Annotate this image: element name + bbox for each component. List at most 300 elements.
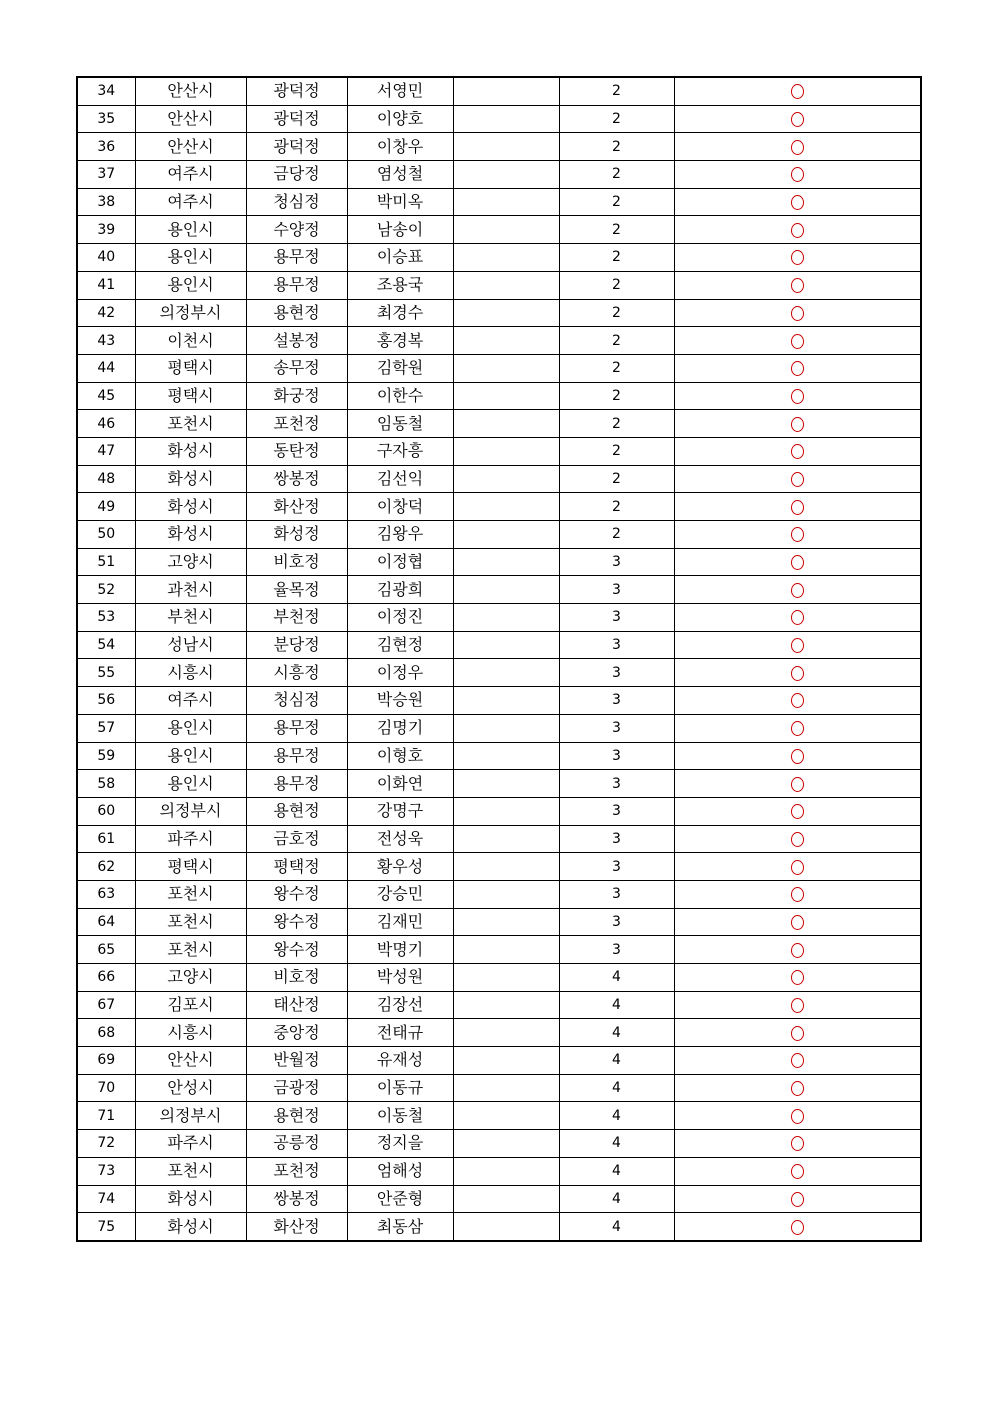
team-cell: 광덕정 [246, 77, 347, 105]
team-cell: 포천정 [246, 1157, 347, 1185]
circle-mark-icon [791, 1164, 804, 1179]
name-cell: 김재민 [347, 908, 453, 936]
name-cell: 구자흥 [347, 437, 453, 465]
circle-mark-icon [791, 1053, 804, 1068]
table-row [77, 853, 921, 881]
blank-cell [453, 825, 559, 853]
grade-cell: 4 [559, 1213, 674, 1241]
circle-mark-icon [791, 223, 804, 238]
no-cell: 70 [77, 1074, 135, 1102]
check-cell [674, 216, 921, 244]
team-cell: 용무정 [246, 714, 347, 742]
team-cell: 부천정 [246, 604, 347, 632]
circle-mark-icon [791, 610, 804, 625]
team-cell: 평택정 [246, 853, 347, 881]
check-cell [674, 1185, 921, 1213]
circle-mark-icon [791, 915, 804, 930]
city-cell: 안산시 [135, 105, 246, 133]
table-row [77, 576, 921, 604]
city-cell: 여주시 [135, 161, 246, 189]
circle-mark-icon [791, 998, 804, 1013]
blank-cell [453, 1047, 559, 1075]
blank-cell [453, 1019, 559, 1047]
no-cell: 58 [77, 770, 135, 798]
circle-mark-icon [791, 444, 804, 459]
city-cell: 화성시 [135, 521, 246, 549]
city-cell: 파주시 [135, 825, 246, 853]
grade-cell: 3 [559, 797, 674, 825]
blank-cell [453, 327, 559, 355]
team-cell: 태산정 [246, 991, 347, 1019]
check-cell [674, 410, 921, 438]
no-cell: 66 [77, 964, 135, 992]
check-cell [674, 687, 921, 715]
blank-cell [453, 1074, 559, 1102]
team-cell: 화궁정 [246, 382, 347, 410]
table-row [77, 631, 921, 659]
city-cell: 안산시 [135, 77, 246, 105]
city-cell: 성남시 [135, 631, 246, 659]
no-cell: 60 [77, 797, 135, 825]
circle-mark-icon [791, 389, 804, 404]
team-cell: 시흥정 [246, 659, 347, 687]
no-cell: 63 [77, 880, 135, 908]
grade-cell: 4 [559, 1102, 674, 1130]
no-cell: 62 [77, 853, 135, 881]
city-cell: 포천시 [135, 410, 246, 438]
blank-cell [453, 687, 559, 715]
no-cell: 53 [77, 604, 135, 632]
name-cell: 박명기 [347, 936, 453, 964]
check-cell [674, 493, 921, 521]
blank-cell [453, 1102, 559, 1130]
name-cell: 황우성 [347, 853, 453, 881]
circle-mark-icon [791, 167, 804, 182]
blank-cell [453, 133, 559, 161]
blank-cell [453, 853, 559, 881]
blank-cell [453, 1130, 559, 1158]
check-cell [674, 77, 921, 105]
circle-mark-icon [791, 195, 804, 210]
grade-cell: 3 [559, 908, 674, 936]
name-cell: 엄해성 [347, 1157, 453, 1185]
no-cell: 44 [77, 354, 135, 382]
table-row [77, 354, 921, 382]
table-row [77, 770, 921, 798]
no-cell: 52 [77, 576, 135, 604]
team-cell: 화산정 [246, 1213, 347, 1241]
no-cell: 50 [77, 521, 135, 549]
blank-cell [453, 1213, 559, 1241]
table-row [77, 687, 921, 715]
table-row [77, 244, 921, 272]
city-cell: 포천시 [135, 880, 246, 908]
team-cell: 설봉정 [246, 327, 347, 355]
blank-cell [453, 354, 559, 382]
name-cell: 김왕우 [347, 521, 453, 549]
table-row [77, 271, 921, 299]
table-row [77, 548, 921, 576]
name-cell: 김광희 [347, 576, 453, 604]
table-row [77, 161, 921, 189]
check-cell [674, 853, 921, 881]
circle-mark-icon [791, 361, 804, 376]
grade-cell: 2 [559, 521, 674, 549]
team-cell: 중앙정 [246, 1019, 347, 1047]
name-cell: 김명기 [347, 714, 453, 742]
city-cell: 안산시 [135, 133, 246, 161]
blank-cell [453, 880, 559, 908]
check-cell [674, 105, 921, 133]
check-cell [674, 1213, 921, 1241]
no-cell: 74 [77, 1185, 135, 1213]
city-cell: 용인시 [135, 244, 246, 272]
table-row [77, 465, 921, 493]
name-cell: 이승표 [347, 244, 453, 272]
blank-cell [453, 521, 559, 549]
circle-mark-icon [791, 832, 804, 847]
name-cell: 이창덕 [347, 493, 453, 521]
table-row [77, 1019, 921, 1047]
no-cell: 40 [77, 244, 135, 272]
table-row [77, 1213, 921, 1241]
blank-cell [453, 548, 559, 576]
city-cell: 포천시 [135, 1157, 246, 1185]
circle-mark-icon [791, 250, 804, 265]
grade-cell: 4 [559, 1019, 674, 1047]
table-row [77, 105, 921, 133]
blank-cell [453, 493, 559, 521]
name-cell: 김현정 [347, 631, 453, 659]
grade-cell: 2 [559, 105, 674, 133]
name-cell: 김장선 [347, 991, 453, 1019]
name-cell: 박미옥 [347, 188, 453, 216]
grade-cell: 2 [559, 437, 674, 465]
table-row [77, 964, 921, 992]
no-cell: 42 [77, 299, 135, 327]
name-cell: 서영민 [347, 77, 453, 105]
grade-cell: 4 [559, 1185, 674, 1213]
circle-mark-icon [791, 1192, 804, 1207]
grade-cell: 2 [559, 382, 674, 410]
grade-cell: 2 [559, 188, 674, 216]
team-cell: 공릉정 [246, 1130, 347, 1158]
grade-cell: 2 [559, 410, 674, 438]
circle-mark-icon [791, 472, 804, 487]
no-cell: 72 [77, 1130, 135, 1158]
grade-cell: 3 [559, 853, 674, 881]
name-cell: 이동규 [347, 1074, 453, 1102]
city-cell: 시흥시 [135, 1019, 246, 1047]
city-cell: 안성시 [135, 1074, 246, 1102]
table-row [77, 493, 921, 521]
check-cell [674, 631, 921, 659]
city-cell: 화성시 [135, 465, 246, 493]
grade-cell: 4 [559, 1130, 674, 1158]
table-row [77, 1074, 921, 1102]
circle-mark-icon [791, 860, 804, 875]
no-cell: 54 [77, 631, 135, 659]
no-cell: 65 [77, 936, 135, 964]
team-cell: 왕수정 [246, 908, 347, 936]
check-cell [674, 327, 921, 355]
circle-mark-icon [791, 140, 804, 155]
team-cell: 수양정 [246, 216, 347, 244]
city-cell: 의정부시 [135, 797, 246, 825]
check-cell [674, 936, 921, 964]
team-cell: 용현정 [246, 1102, 347, 1130]
grade-cell: 3 [559, 742, 674, 770]
grade-cell: 4 [559, 964, 674, 992]
check-cell [674, 133, 921, 161]
team-cell: 용현정 [246, 299, 347, 327]
no-cell: 59 [77, 742, 135, 770]
grade-cell: 3 [559, 604, 674, 632]
team-cell: 동탄정 [246, 437, 347, 465]
name-cell: 이양호 [347, 105, 453, 133]
blank-cell [453, 991, 559, 1019]
circle-mark-icon [791, 417, 804, 432]
team-cell: 광덕정 [246, 105, 347, 133]
name-cell: 강명구 [347, 797, 453, 825]
city-cell: 화성시 [135, 493, 246, 521]
grade-cell: 2 [559, 465, 674, 493]
city-cell: 용인시 [135, 742, 246, 770]
check-cell [674, 1074, 921, 1102]
table-row [77, 908, 921, 936]
circle-mark-icon [791, 638, 804, 653]
no-cell: 41 [77, 271, 135, 299]
check-cell [674, 991, 921, 1019]
no-cell: 35 [77, 105, 135, 133]
blank-cell [453, 188, 559, 216]
check-cell [674, 548, 921, 576]
check-cell [674, 244, 921, 272]
circle-mark-icon [791, 970, 804, 985]
team-cell: 쌍봉정 [246, 1185, 347, 1213]
grade-cell: 3 [559, 687, 674, 715]
no-cell: 45 [77, 382, 135, 410]
blank-cell [453, 271, 559, 299]
team-cell: 반월정 [246, 1047, 347, 1075]
grade-cell: 3 [559, 714, 674, 742]
check-cell [674, 576, 921, 604]
city-cell: 여주시 [135, 188, 246, 216]
table-row [77, 1157, 921, 1185]
team-cell: 용현정 [246, 797, 347, 825]
city-cell: 용인시 [135, 216, 246, 244]
no-cell: 39 [77, 216, 135, 244]
no-cell: 57 [77, 714, 135, 742]
grade-cell: 2 [559, 161, 674, 189]
name-cell: 이화연 [347, 770, 453, 798]
name-cell: 임동철 [347, 410, 453, 438]
check-cell [674, 659, 921, 687]
check-cell [674, 521, 921, 549]
name-cell: 유재성 [347, 1047, 453, 1075]
no-cell: 51 [77, 548, 135, 576]
check-cell [674, 1047, 921, 1075]
blank-cell [453, 714, 559, 742]
name-cell: 염성철 [347, 161, 453, 189]
blank-cell [453, 770, 559, 798]
name-cell: 홍경복 [347, 327, 453, 355]
check-cell [674, 354, 921, 382]
grade-cell: 2 [559, 244, 674, 272]
name-cell: 박승원 [347, 687, 453, 715]
team-cell: 율목정 [246, 576, 347, 604]
table-row [77, 714, 921, 742]
table-row [77, 991, 921, 1019]
blank-cell [453, 631, 559, 659]
blank-cell [453, 1185, 559, 1213]
grade-cell: 3 [559, 770, 674, 798]
check-cell [674, 1157, 921, 1185]
team-cell: 광덕정 [246, 133, 347, 161]
grade-cell: 4 [559, 1074, 674, 1102]
city-cell: 파주시 [135, 1130, 246, 1158]
city-cell: 용인시 [135, 770, 246, 798]
check-cell [674, 825, 921, 853]
check-cell [674, 161, 921, 189]
grade-cell: 2 [559, 493, 674, 521]
name-cell: 안준형 [347, 1185, 453, 1213]
circle-mark-icon [791, 1081, 804, 1096]
grade-cell: 2 [559, 299, 674, 327]
grade-cell: 2 [559, 327, 674, 355]
name-cell: 김학원 [347, 354, 453, 382]
no-cell: 69 [77, 1047, 135, 1075]
city-cell: 의정부시 [135, 1102, 246, 1130]
circle-mark-icon [791, 583, 804, 598]
check-cell [674, 188, 921, 216]
table-row [77, 327, 921, 355]
name-cell: 강승민 [347, 880, 453, 908]
grade-cell: 4 [559, 1047, 674, 1075]
check-cell [674, 908, 921, 936]
blank-cell [453, 604, 559, 632]
table-row [77, 216, 921, 244]
city-cell: 고양시 [135, 548, 246, 576]
circle-mark-icon [791, 721, 804, 736]
circle-mark-icon [791, 1026, 804, 1041]
table-row [77, 1047, 921, 1075]
table-row [77, 936, 921, 964]
team-cell: 금광정 [246, 1074, 347, 1102]
city-cell: 여주시 [135, 687, 246, 715]
blank-cell [453, 964, 559, 992]
no-cell: 75 [77, 1213, 135, 1241]
name-cell: 최경수 [347, 299, 453, 327]
name-cell: 김선익 [347, 465, 453, 493]
city-cell: 화성시 [135, 1185, 246, 1213]
city-cell: 포천시 [135, 936, 246, 964]
no-cell: 68 [77, 1019, 135, 1047]
grade-cell: 3 [559, 825, 674, 853]
check-cell [674, 714, 921, 742]
no-cell: 55 [77, 659, 135, 687]
grade-cell: 2 [559, 133, 674, 161]
city-cell: 용인시 [135, 714, 246, 742]
blank-cell [453, 465, 559, 493]
table-row [77, 410, 921, 438]
name-cell: 전성욱 [347, 825, 453, 853]
team-cell: 왕수정 [246, 880, 347, 908]
city-cell: 평택시 [135, 382, 246, 410]
team-cell: 송무정 [246, 354, 347, 382]
blank-cell [453, 161, 559, 189]
circle-mark-icon [791, 777, 804, 792]
check-cell [674, 271, 921, 299]
blank-cell [453, 244, 559, 272]
name-cell: 이형호 [347, 742, 453, 770]
circle-mark-icon [791, 112, 804, 127]
table-row [77, 880, 921, 908]
check-cell [674, 770, 921, 798]
grade-cell: 2 [559, 77, 674, 105]
table-row [77, 382, 921, 410]
table-row [77, 1130, 921, 1158]
circle-mark-icon [791, 749, 804, 764]
circle-mark-icon [791, 527, 804, 542]
blank-cell [453, 437, 559, 465]
no-cell: 38 [77, 188, 135, 216]
table-row [77, 133, 921, 161]
circle-mark-icon [791, 306, 804, 321]
team-cell: 비호정 [246, 964, 347, 992]
check-cell [674, 1130, 921, 1158]
name-cell: 남송이 [347, 216, 453, 244]
blank-cell [453, 936, 559, 964]
check-cell [674, 604, 921, 632]
team-cell: 청심정 [246, 687, 347, 715]
grade-cell: 4 [559, 1157, 674, 1185]
city-cell: 화성시 [135, 437, 246, 465]
city-cell: 포천시 [135, 908, 246, 936]
grade-cell: 3 [559, 880, 674, 908]
name-cell: 이한수 [347, 382, 453, 410]
table-row [77, 521, 921, 549]
roster-rows [77, 77, 921, 1241]
blank-cell [453, 908, 559, 936]
check-cell [674, 465, 921, 493]
circle-mark-icon [791, 1136, 804, 1151]
name-cell: 전태규 [347, 1019, 453, 1047]
blank-cell [453, 576, 559, 604]
circle-mark-icon [791, 555, 804, 570]
no-cell: 36 [77, 133, 135, 161]
grade-cell: 4 [559, 991, 674, 1019]
no-cell: 73 [77, 1157, 135, 1185]
check-cell [674, 1019, 921, 1047]
table-row [77, 437, 921, 465]
team-cell: 화산정 [246, 493, 347, 521]
roster-table [76, 76, 922, 1242]
no-cell: 37 [77, 161, 135, 189]
circle-mark-icon [791, 804, 804, 819]
no-cell: 64 [77, 908, 135, 936]
circle-mark-icon [791, 943, 804, 958]
blank-cell [453, 382, 559, 410]
check-cell [674, 299, 921, 327]
name-cell: 이정우 [347, 659, 453, 687]
city-cell: 과천시 [135, 576, 246, 604]
city-cell: 안산시 [135, 1047, 246, 1075]
circle-mark-icon [791, 887, 804, 902]
blank-cell [453, 659, 559, 687]
name-cell: 이창우 [347, 133, 453, 161]
team-cell: 용무정 [246, 244, 347, 272]
